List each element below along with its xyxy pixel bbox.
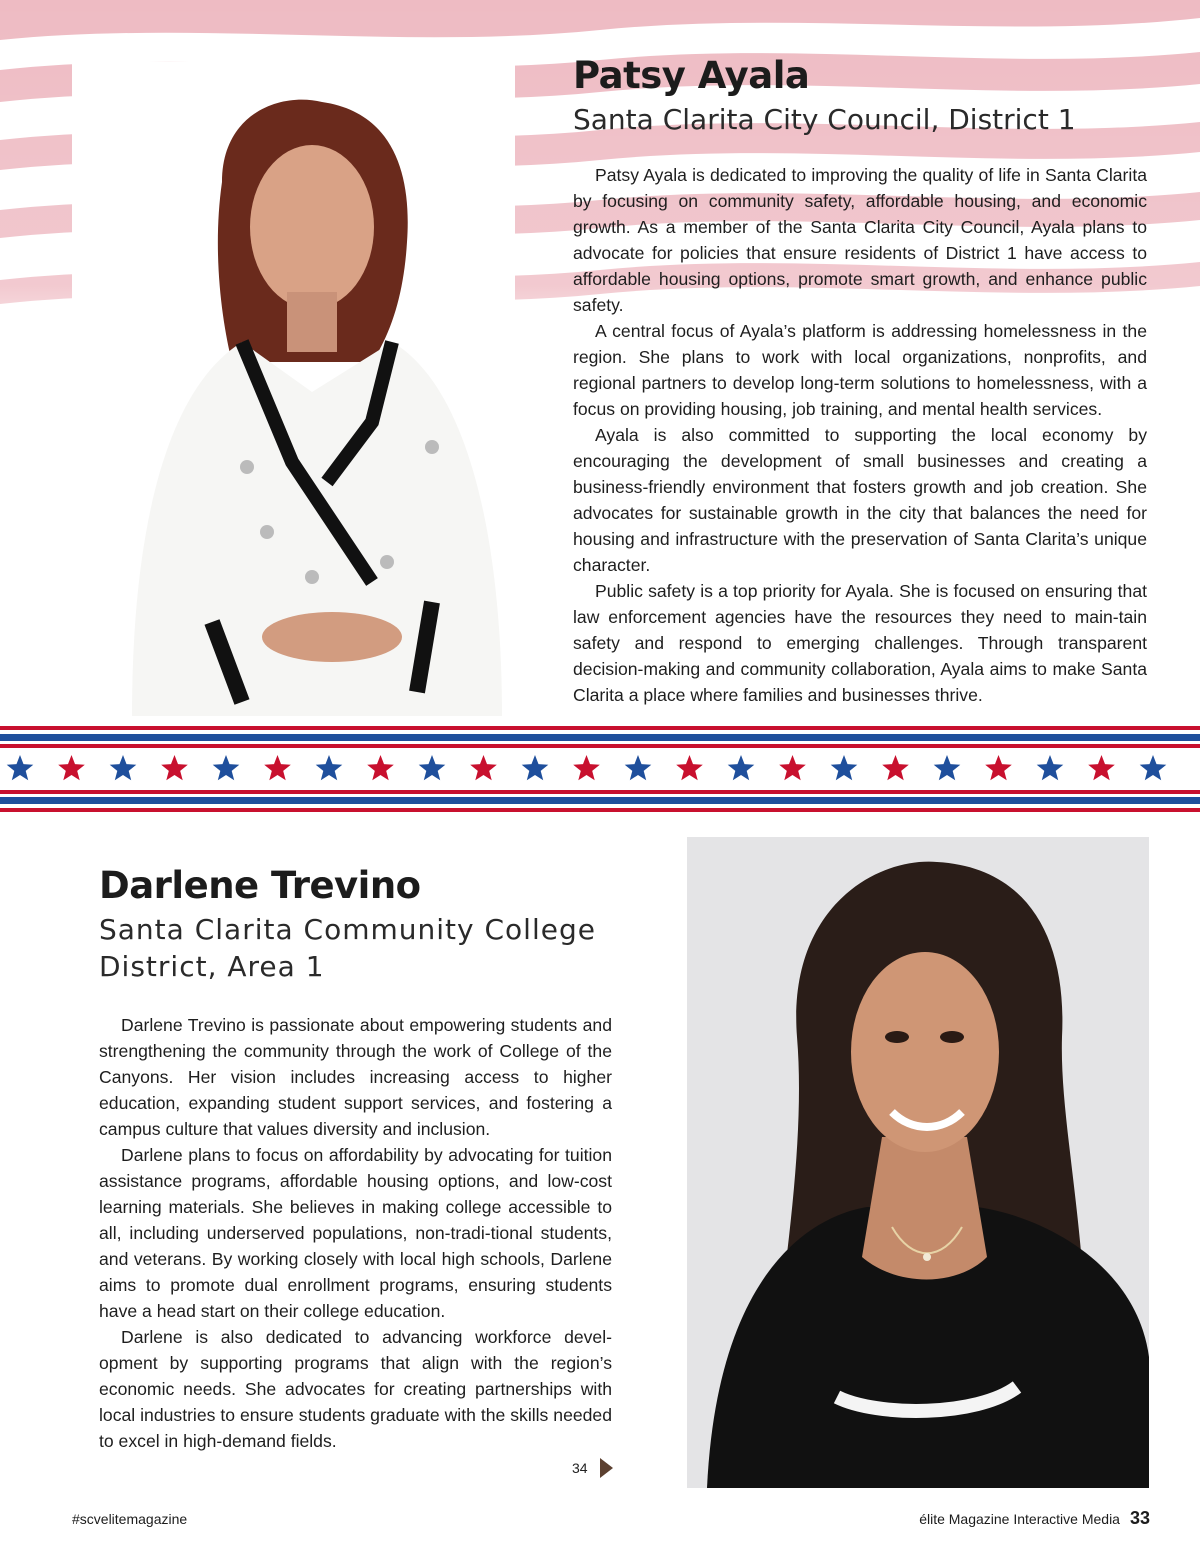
red-star-icon: [882, 755, 909, 780]
red-star-icon: [573, 755, 600, 780]
red-star-icon: [779, 755, 806, 780]
continued-on-page[interactable]: [572, 1458, 613, 1478]
office-line-2: District, Area 1: [99, 950, 325, 984]
blue-star-icon: [728, 755, 755, 780]
blue-star-icon: [831, 755, 858, 780]
bio-paragraph: Patsy Ayala is dedicated to improving the quality of life in Santa Clarita by focusing on community safety, affordable housing, and economic growth. As a member of the Santa Clarita City Council, Ayala plans to advocate for policies that ensure residents of District 1 have access to affordable housing options, promote smart growth, and enhance public safety.: [573, 165, 1147, 316]
office-line-1: Santa Clarita Community College: [99, 912, 596, 946]
footer-publication: [919, 1508, 1150, 1529]
patsy-ayala-photo: [72, 62, 515, 716]
candidate-bio: [573, 162, 1147, 708]
red-star-icon: [1088, 755, 1115, 780]
blue-star-icon: [419, 755, 446, 780]
red-star-icon: [161, 755, 188, 780]
blue-star-icon: [110, 755, 137, 780]
arrow-right-icon[interactable]: [600, 1458, 613, 1478]
candidate-name: Patsy Ayala: [573, 54, 810, 97]
red-star-icon: [367, 755, 394, 780]
candidate-office: Santa Clarita City Council, District 1: [573, 102, 1076, 136]
bio-paragraph: Darlene is also dedicated to advancing workforce devel-opment by supporting programs that align with the region’s economic needs. She advocates for creating partnerships with local industries to ensure students graduate with the skills needed to excel in high-demand fields.: [99, 1327, 612, 1452]
footer-hashtag: #scvelitemagazine: [72, 1511, 188, 1527]
darlene-trevino-section: [99, 866, 612, 1454]
candidate-office: [99, 911, 612, 987]
blue-star-icon: [522, 755, 549, 780]
stars-and-stripes-divider: [0, 726, 1200, 812]
continued-page-number: 34: [572, 1460, 588, 1476]
patsy-ayala-section: [573, 56, 1147, 708]
blue-star-icon: [625, 755, 652, 780]
bio-paragraph: Darlene plans to focus on affordability by advocating for tuition assistance programs, affordable housing options, and low-cost learning materials. She believes in making college accessible to all, including underserved populations, non-tradi-tional students, and veterans. By working closely with local high schools, Darlene aims to promote dual enrollment programs, ensuring students have a head start on their college education.: [99, 1145, 612, 1322]
bio-paragraph: Darlene Trevino is passionate about empowering students and strengthening the community through the work of College of the Canyons. Her vision includes increasing access to higher education, expanding student support services, and fostering a campus culture that values diversity and inclusion.: [99, 1015, 612, 1140]
candidate-bio: [99, 1012, 612, 1454]
bio-paragraph: Ayala is also committed to supporting the local economy by encouraging the development of small businesses and creating a business-friendly environment that fosters growth and job creation. She advocates for sustainable growth in the city that balances the need for housing and infrastructure with the preservation of Santa Clarita’s unique character.: [573, 425, 1147, 576]
bio-paragraph: A central focus of Ayala’s platform is addressing homelessness in the region. She plans to work with local organizations, nonprofits, and regional partners to develop long-term solutions to homelessness, with a focus on providing housing, job training, and mental health services.: [573, 321, 1147, 420]
bio-paragraph: Public safety is a top priority for Ayala. She is focused on ensuring that law enforcement agencies have the resources they need to main-tain safety and respond to emerging challenges. Through transparent decision-making and community collaboration, Ayala aims to make Santa Clarita a place where families and businesses thrive.: [573, 581, 1147, 706]
blue-star-icon: [7, 755, 34, 780]
publication-name: élite Magazine Interactive Media: [919, 1511, 1120, 1527]
red-star-icon: [58, 755, 85, 780]
red-star-icon: [264, 755, 291, 780]
red-star-icon: [676, 755, 703, 780]
blue-star-icon: [934, 755, 961, 780]
darlene-trevino-photo: [687, 837, 1149, 1488]
blue-star-icon: [316, 755, 343, 780]
blue-star-icon: [1037, 755, 1064, 780]
page-number: 33: [1129, 1508, 1150, 1528]
blue-star-icon: [1140, 755, 1167, 780]
candidate-name: Darlene Trevino: [99, 864, 421, 907]
red-star-icon: [470, 755, 497, 780]
blue-star-icon: [213, 755, 240, 780]
red-star-icon: [985, 755, 1012, 780]
